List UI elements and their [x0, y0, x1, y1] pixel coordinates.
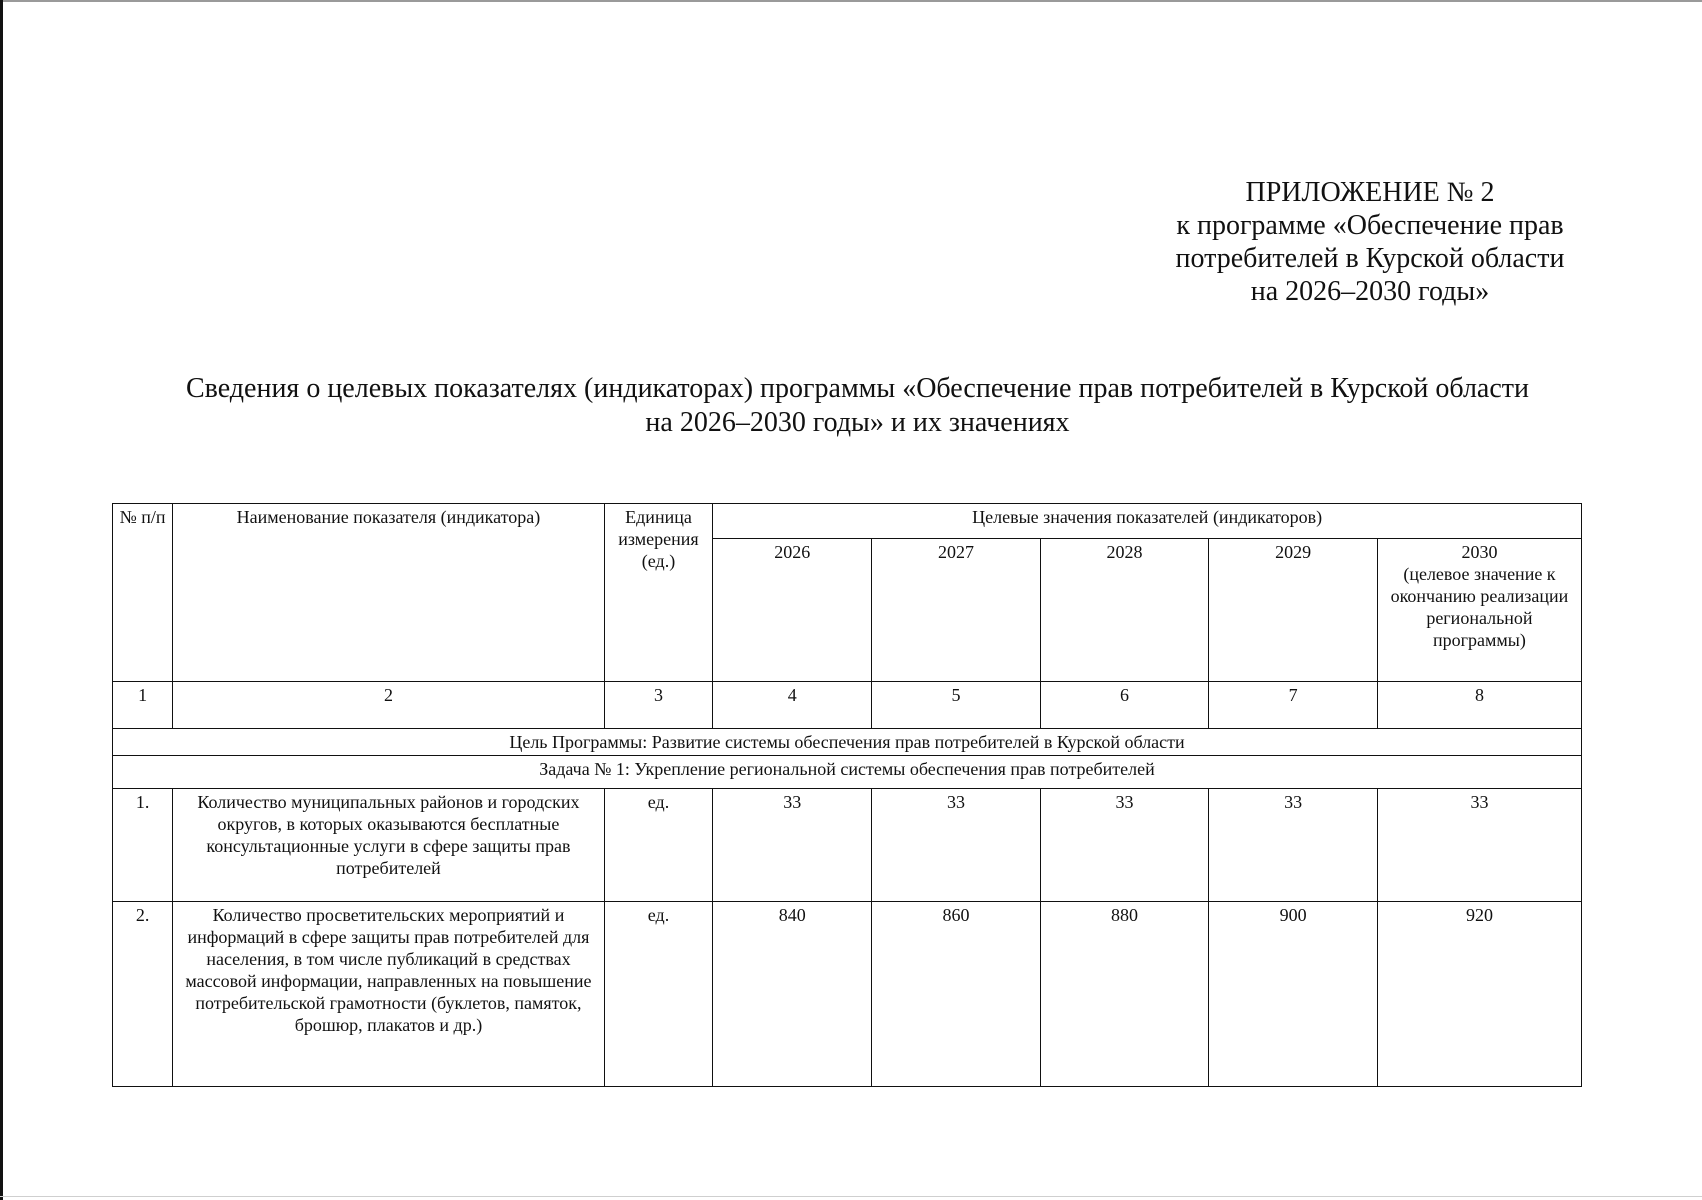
row-value-2027: 33 — [872, 789, 1041, 902]
appendix-line-2: к программе «Обеспечение прав — [1176, 210, 1564, 241]
header-year-2026: 2026 — [713, 539, 872, 682]
row-num: 2. — [113, 902, 173, 1087]
indicators-table — [112, 503, 1582, 1087]
row-unit: ед. — [604, 902, 712, 1087]
column-number: 1 — [113, 682, 173, 729]
program-goal: Цель Программы: Развитие системы обеспечения прав потребителей в Курской области — [113, 729, 1582, 756]
column-numbers-row — [113, 682, 1582, 729]
header-row-1 — [113, 504, 1582, 539]
row-value-2029: 33 — [1209, 789, 1378, 902]
header-year-2030-label: 2030 — [1461, 542, 1498, 562]
header-unit: Единица измерения (ед.) — [604, 504, 712, 682]
document-title-line-1: Сведения о целевых показателях (индикаторах) программы «Обеспечение прав потребителей в Курской области — [186, 373, 1529, 404]
row-num: 1. — [113, 789, 173, 902]
column-number: 4 — [713, 682, 872, 729]
row-value-2026: 33 — [713, 789, 872, 902]
column-number: 5 — [872, 682, 1041, 729]
row-value-2028: 880 — [1040, 902, 1209, 1087]
page-border-top — [0, 0, 1702, 2]
appendix-number: ПРИЛОЖЕНИЕ № 2 — [1245, 177, 1495, 208]
column-number: 2 — [173, 682, 605, 729]
row-indicator-name: Количество муниципальных районов и городских округов, в которых оказываются бесплатные консультационные услуги в сфере защиты прав потребителей — [173, 789, 605, 902]
header-targets: Целевые значения показателей (индикаторов) — [713, 504, 1582, 539]
row-value-2027: 860 — [872, 902, 1041, 1087]
header-year-2028: 2028 — [1040, 539, 1209, 682]
page-border-bottom — [0, 1196, 1702, 1197]
task-row — [113, 756, 1582, 789]
header-year-2027: 2027 — [872, 539, 1041, 682]
table-row — [113, 902, 1582, 1087]
document-title-line-2: на 2026–2030 годы» и их значениях — [645, 407, 1070, 438]
appendix-line-4: на 2026–2030 годы» — [1250, 276, 1490, 307]
table-row — [113, 789, 1582, 902]
row-value-2026: 840 — [713, 902, 872, 1087]
row-value-2029: 900 — [1209, 902, 1378, 1087]
column-number: 8 — [1377, 682, 1581, 729]
header-year-2029: 2029 — [1209, 539, 1378, 682]
header-num: № п/п — [113, 504, 173, 682]
row-indicator-name: Количество просветительских мероприятий и информаций в сфере защиты прав потребителей для населения, в том числе публикаций в средствах массовой информации, направленных на повышение потребительской грамотности (буклетов, памяток, брошюр, плакатов и др.) — [173, 902, 605, 1087]
appendix-line-3: потребителей в Курской области — [1175, 243, 1565, 274]
page-border-left — [0, 0, 3, 1200]
appendix-block — [1150, 176, 1590, 308]
goal-row — [113, 729, 1582, 756]
program-task: Задача № 1: Укрепление региональной системы обеспечения прав потребителей — [113, 756, 1582, 789]
header-year-2030-note: (целевое значение к окончанию реализации региональной программы) — [1390, 564, 1569, 650]
row-value-2028: 33 — [1040, 789, 1209, 902]
column-number: 3 — [604, 682, 712, 729]
header-name: Наименование показателя (индикатора) — [173, 504, 605, 682]
row-unit: ед. — [604, 789, 712, 902]
row-value-2030: 33 — [1377, 789, 1581, 902]
document-title — [110, 372, 1605, 440]
header-year-2030 — [1377, 539, 1581, 682]
column-number: 6 — [1040, 682, 1209, 729]
column-number: 7 — [1209, 682, 1378, 729]
row-value-2030: 920 — [1377, 902, 1581, 1087]
